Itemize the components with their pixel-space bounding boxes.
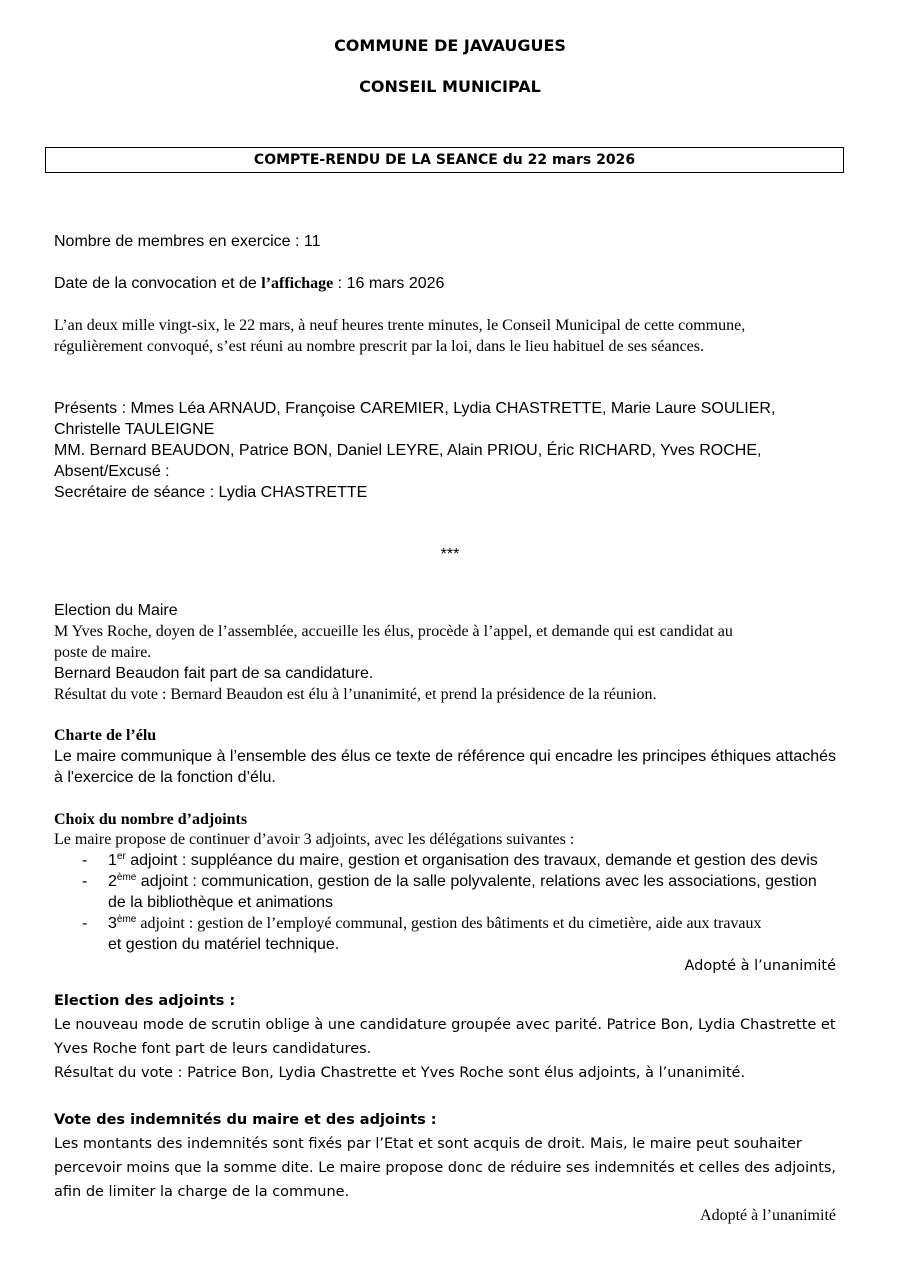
indemnites-line-1: Les montants des indemnités sont fixés par l’Etat et sont acquis de droit. Mais, le maire peut souhaiter — [54, 1136, 802, 1152]
affichage-text: l’affichage — [261, 275, 334, 292]
list-dash: - — [82, 915, 88, 932]
election-adjoints-line-3: Résultat du vote : Patrice Bon, Lydia Chastrette et Yves Roche sont élus adjoints, à l’unanimité. — [54, 1065, 746, 1081]
election-maire-line-1: M Yves Roche, doyen de l’assemblée, accueille les élus, procède à l’appel, et demande qui est candidat au — [54, 623, 733, 640]
compte-rendu-box: COMPTE-RENDU DE LA SEANCE du 22 mars 2026 — [45, 147, 844, 173]
conseil-title: CONSEIL MUNICIPAL — [359, 77, 541, 96]
item-text: adjoint : suppléance du maire, gestion et organisation des travaux, demande et gestion des devis — [125, 852, 818, 869]
election-adjoints-line-1: Le nouveau mode de scrutin oblige à une candidature groupée avec parité. Patrice Bon, Lydia Chastrette et — [54, 1017, 836, 1033]
indemnites-line-2: percevoir moins que la somme dite. Le maire propose donc de réduire ses indemnités et celles des adjoints, — [54, 1160, 836, 1176]
charte-line-2: à l'exercice de la fonction d’élu. — [54, 769, 276, 786]
item-number: 1 — [108, 852, 117, 869]
item-number: 3 — [108, 915, 117, 932]
adjoints-choix-title: Choix du nombre d’adjoints — [54, 811, 248, 828]
list-dash: - — [82, 852, 88, 869]
separator: *** — [440, 546, 460, 563]
seance-line-2: régulièrement convoqué, s’est réuni au nombre prescrit par la loi, dans le lieu habituel de ses séances. — [54, 338, 704, 355]
absent-line: Absent/Excusé : — [54, 463, 170, 480]
charte-title: Charte de l’élu — [54, 727, 157, 744]
indemnites-line-3: afin de limiter la charge de la commune. — [54, 1184, 350, 1200]
item-number: 2 — [108, 873, 117, 890]
convocation-text: Date de la convocation et de — [54, 275, 262, 292]
adjoint-item-1 — [108, 852, 818, 870]
election-maire-line-2: poste de maire. — [54, 644, 152, 661]
item-text: adjoint : communication, gestion de la salle polyvalente, relations avec les associations, gestion — [136, 873, 817, 890]
adjoint-item-2-line-2: de la bibliothèque et animations — [108, 894, 334, 911]
adjoints-choix-intro: Le maire propose de continuer d’avoir 3 adjoints, avec les délégations suivantes : — [54, 831, 575, 848]
adjoint-item-3 — [108, 915, 762, 933]
adopte-status-2: Adopté à l’unanimité — [700, 1207, 836, 1224]
election-maire-title: Election du Maire — [54, 602, 178, 619]
indemnites-title: Vote des indemnités du maire et des adjoints : — [54, 1112, 437, 1128]
charte-line-1: Le maire communique à l’ensemble des élus ce texte de référence qui encadre les principes éthiques attachés — [54, 748, 836, 765]
election-adjoints-line-2: Yves Roche font part de leurs candidatures. — [54, 1041, 372, 1057]
commune-title: COMMUNE DE JAVAUGUES — [334, 36, 566, 55]
item-text: adjoint : gestion de l’employé communal, gestion des bâtiments et du cimetière, aide aux travaux — [136, 915, 762, 932]
election-adjoints-title: Election des adjoints : — [54, 993, 236, 1009]
item-ordinal: ème — [116, 914, 137, 925]
item-ordinal: er — [116, 851, 126, 862]
presents-line-1: Présents : Mmes Léa ARNAUD, Françoise CAREMIER, Lydia CHASTRETTE, Marie Laure SOULIER, — [54, 400, 776, 417]
secretaire-line: Secrétaire de séance : Lydia CHASTRETTE — [54, 484, 368, 501]
election-maire-line-3: Bernard Beaudon fait part de sa candidature. — [54, 665, 374, 682]
mm-line: MM. Bernard BEAUDON, Patrice BON, Daniel LEYRE, Alain PRIOU, Éric RICHARD, Yves ROCHE, — [54, 442, 762, 459]
adjoint-item-3-line-2: et gestion du matériel technique. — [108, 936, 340, 953]
election-maire-line-4: Résultat du vote : Bernard Beaudon est élu à l’unanimité, et prend la présidence de la réunion. — [54, 686, 657, 703]
adopte-status-1: Adopté à l’unanimité — [684, 958, 836, 974]
convocation-line — [54, 275, 444, 293]
adjoint-item-2 — [108, 873, 817, 891]
list-dash: - — [82, 873, 88, 890]
convocation-date: : 16 mars 2026 — [333, 275, 445, 292]
membres-line: Nombre de membres en exercice : 11 — [54, 233, 321, 250]
item-ordinal: ème — [116, 872, 137, 883]
seance-line-1: L’an deux mille vingt-six, le 22 mars, à neuf heures trente minutes, le Conseil Municipal de cette commune, — [54, 317, 746, 334]
presents-line-2: Christelle TAULEIGNE — [54, 421, 215, 438]
